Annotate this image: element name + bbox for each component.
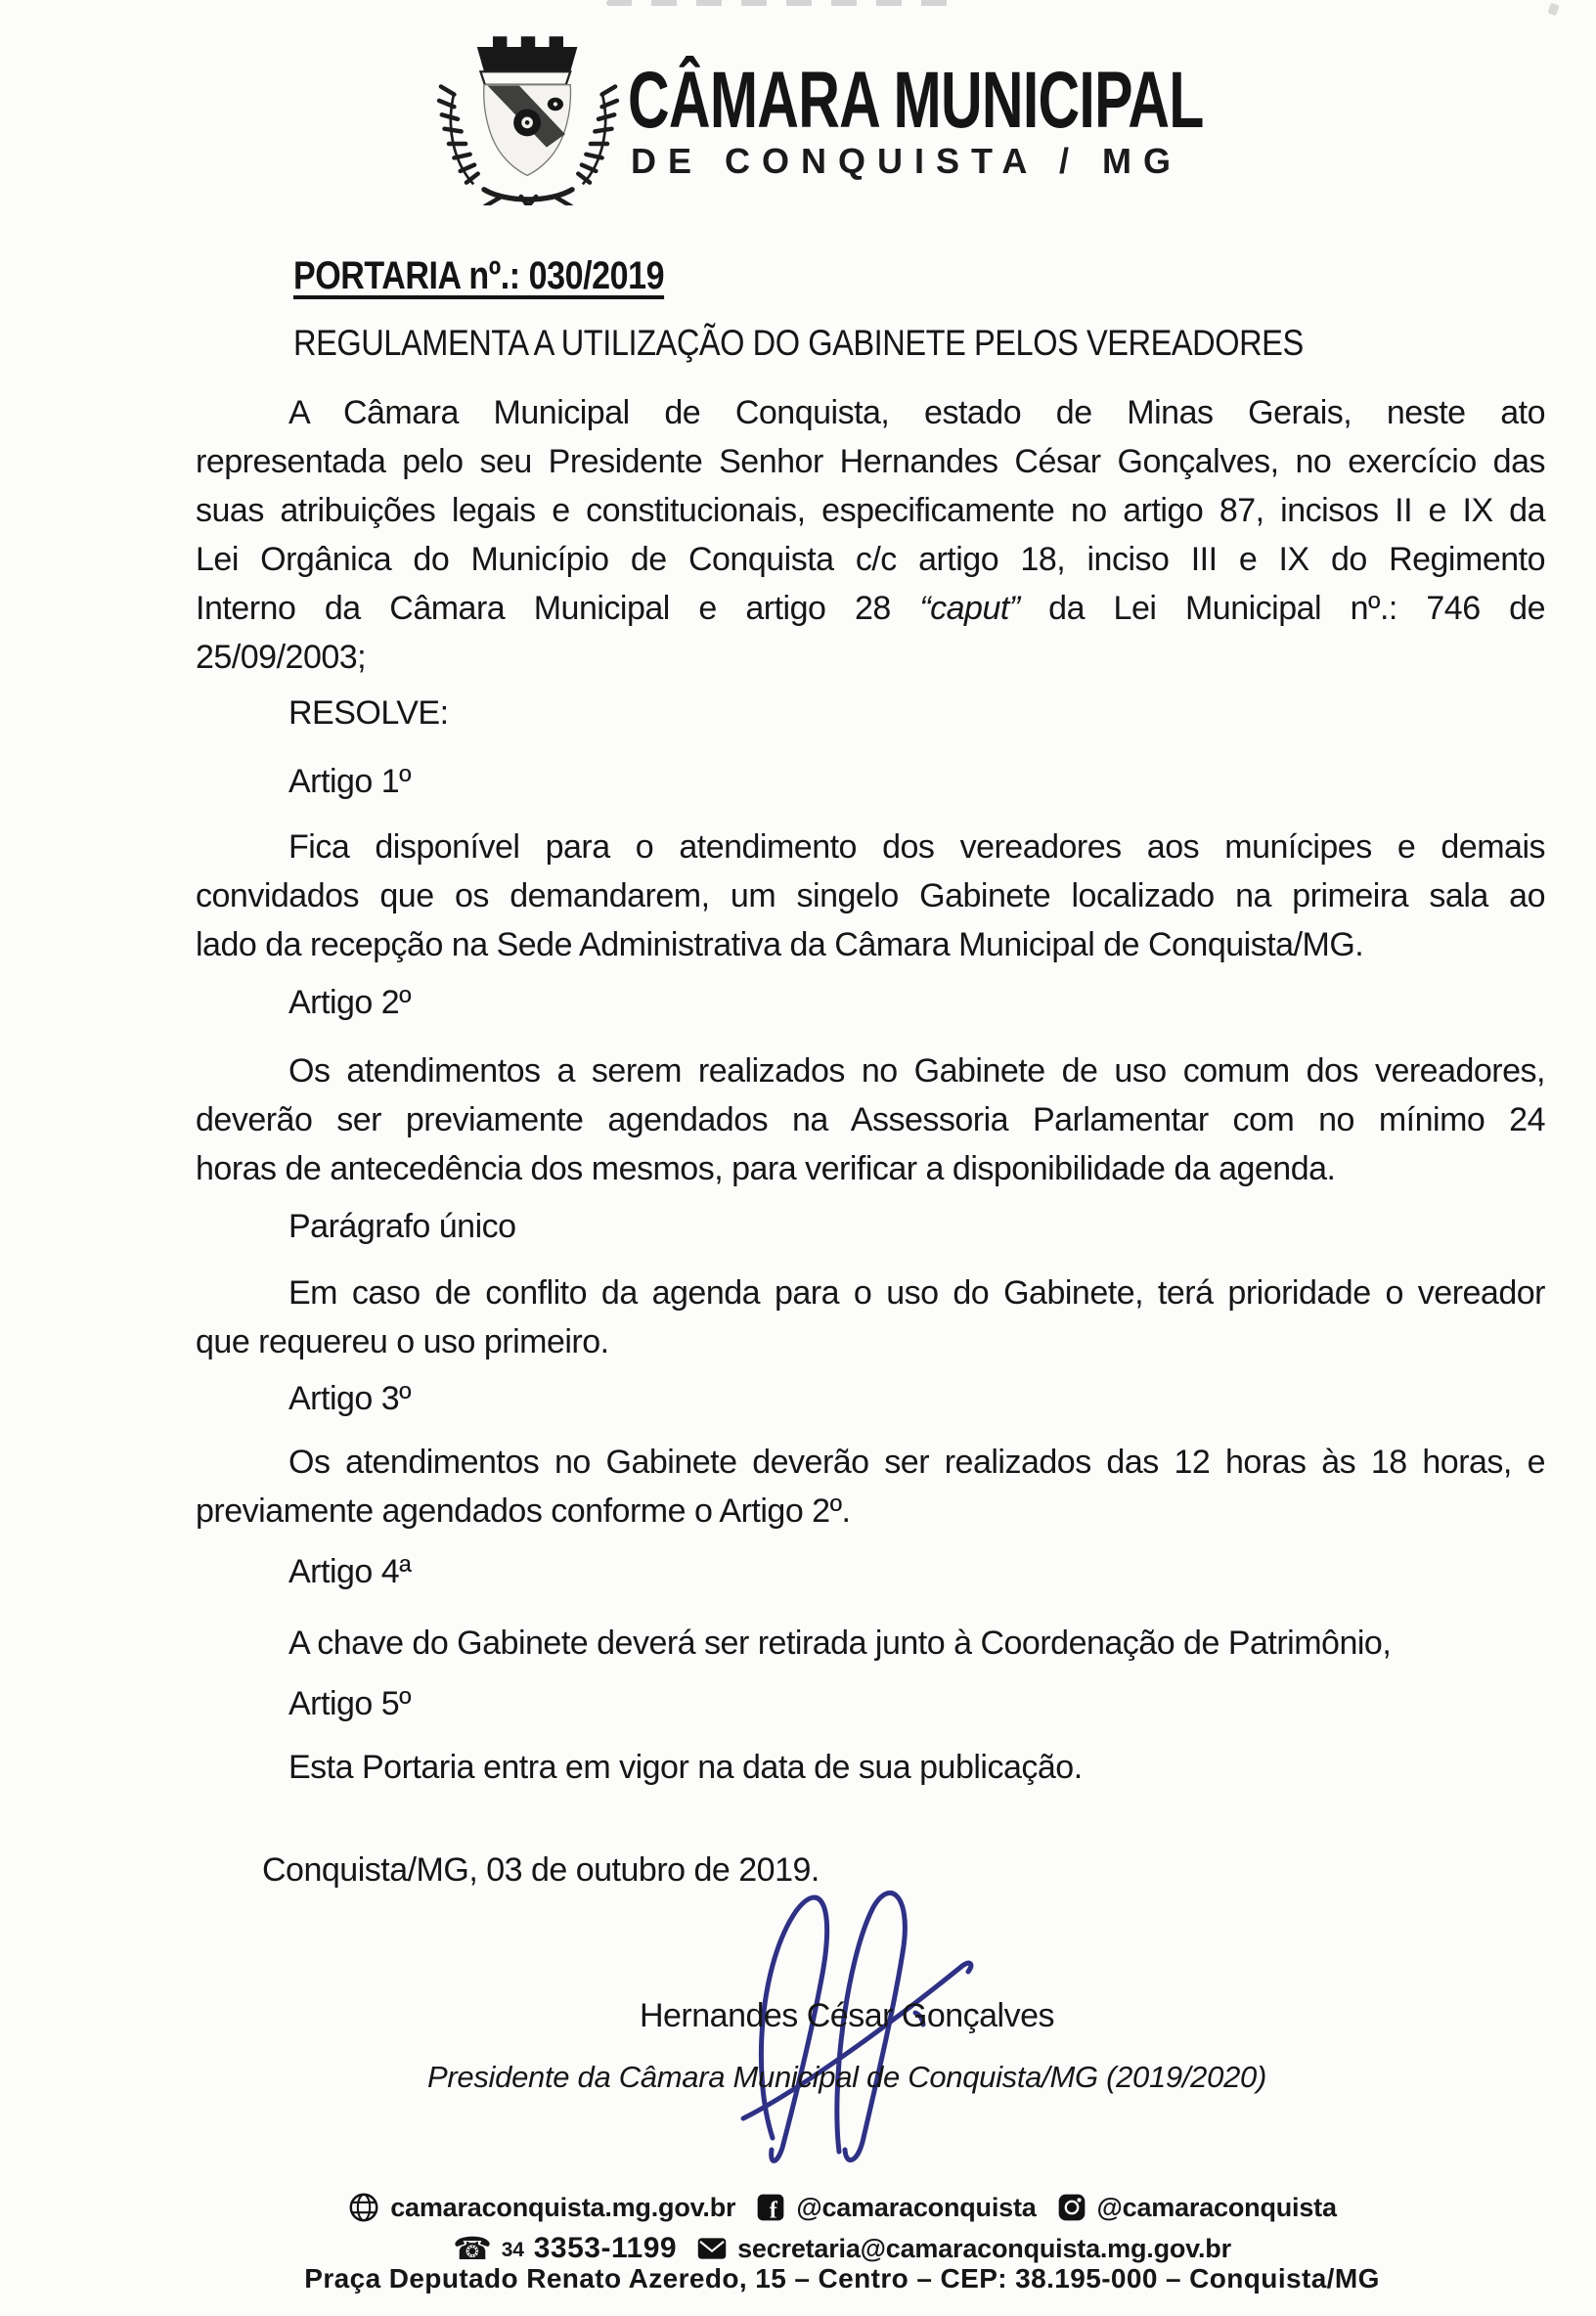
footer-address: Praça Deputado Renato Azeredo, 15 – Centro – CEP: 38.195-000 – Conquista/MG — [304, 2263, 1380, 2294]
website-text: camaraconquista.mg.gov.br — [390, 2192, 736, 2222]
preamble-line: suas atribuições legais e constitucionais, especificamente no artigo 87, incisos II e IX da — [196, 492, 1545, 529]
signer-role: Presidente da Câmara Municipal de Conquista/MG (2019/2020) — [427, 2060, 1266, 2094]
facebook-item — [755, 2192, 1036, 2223]
article-5-paragraph — [196, 1743, 1545, 1792]
article-2-heading: Artigo 2º — [288, 984, 412, 1021]
phone-number: 3353-1199 — [533, 2232, 678, 2264]
article-1-paragraph — [196, 823, 1545, 969]
dateline: Conquista/MG, 03 de outubro de 2019. — [262, 1851, 820, 1889]
facebook-icon — [755, 2192, 786, 2223]
facebook-handle: @camaraconquista — [796, 2192, 1037, 2222]
phone-area-code: 34 — [501, 2239, 524, 2261]
instagram-icon — [1056, 2192, 1087, 2223]
preamble-paragraph — [196, 388, 1545, 682]
preamble-line-part: da Lei Municipal nº.: 746 de — [1019, 590, 1545, 627]
article-5-heading: Artigo 5º — [288, 1685, 412, 1722]
globe-icon — [347, 2191, 380, 2224]
municipal-coat-of-arms-logo — [422, 29, 643, 205]
preamble-line-part: Interno da Câmara Municipal e artigo 28 — [196, 590, 920, 627]
email-item — [696, 2234, 1231, 2264]
footer-phone-email-row — [88, 2232, 1596, 2265]
article-2-line: horas de antecedência dos mesmos, para verificar a disponibilidade da agenda. — [196, 1150, 1336, 1187]
sole-paragraph-heading: Parágrafo único — [288, 1208, 516, 1245]
org-name: CÂMARA MUNICIPAL — [628, 56, 1204, 145]
scan-artifact — [1547, 3, 1559, 16]
caput-italic: “caput” — [919, 590, 1020, 627]
article-2-paragraph — [196, 1047, 1545, 1193]
preamble-line: 25/09/2003; — [196, 639, 367, 676]
preamble-line: A Câmara Municipal de Conquista, estado de Minas Gerais, neste ato — [288, 394, 1545, 431]
portaria-subject: REGULAMENTA A UTILIZAÇÃO DO GABINETE PELOS VEREADORES — [293, 323, 1304, 363]
article-4-heading: Artigo 4ª — [288, 1553, 412, 1590]
preamble-line — [196, 584, 1545, 633]
email-text: secretaria@camaraconquista.mg.gov.br — [737, 2233, 1231, 2263]
preamble-line: Lei Orgânica do Município de Conquista c/c artigo 18, inciso III e IX do Regimento — [196, 541, 1545, 578]
article-5-line: Esta Portaria entra em vigor na data de sua publicação. — [288, 1749, 1083, 1786]
article-1-heading: Artigo 1º — [288, 763, 412, 800]
email-icon — [696, 2236, 728, 2261]
preamble-line: representada pelo seu Presidente Senhor Hernandes César Gonçalves, no exercício das — [196, 443, 1545, 480]
phone-icon: ☎ — [453, 2230, 492, 2267]
org-location: DE CONQUISTA / MG — [631, 141, 1182, 181]
scan-artifact — [606, 0, 958, 6]
article-4-line: A chave do Gabinete deverá ser retirada junto à Coordenação de Patrimônio, — [288, 1625, 1392, 1662]
article-3-heading: Artigo 3º — [288, 1380, 412, 1417]
footer-contacts-row — [88, 2191, 1596, 2224]
instagram-item — [1056, 2192, 1337, 2223]
article-3-paragraph — [196, 1438, 1545, 1536]
sole-paragraph-line: que requereu o uso primeiro. — [196, 1323, 609, 1360]
article-2-line: deverão ser previamente agendados na Assessoria Parlamentar com no mínimo 24 — [196, 1101, 1545, 1138]
svg-text:f: f — [770, 2198, 777, 2223]
signer-name: Hernandes César Gonçalves — [639, 1997, 1055, 2034]
phone-item — [453, 2232, 677, 2265]
sole-paragraph — [196, 1269, 1545, 1366]
article-4-paragraph — [196, 1619, 1545, 1668]
article-1-line: convidados que os demandarem, um singelo Gabinete localizado na primeira sala ao — [196, 877, 1545, 914]
resolve-label: RESOLVE: — [288, 694, 449, 732]
portaria-title: PORTARIA nº.: 030/2019 — [293, 254, 665, 297]
article-1-line: lado da recepção na Sede Administrativa da Câmara Municipal de Conquista/MG. — [196, 926, 1364, 963]
article-3-line: Os atendimentos no Gabinete deverão ser realizados das 12 horas às 18 horas, e — [288, 1444, 1545, 1481]
website-item — [347, 2191, 735, 2224]
sole-paragraph-line: Em caso de conflito da agenda para o uso do Gabinete, terá prioridade o vereador — [288, 1274, 1545, 1312]
article-3-line: previamente agendados conforme o Artigo 2º. — [196, 1492, 851, 1530]
instagram-handle: @camaraconquista — [1096, 2192, 1337, 2222]
article-2-line: Os atendimentos a serem realizados no Gabinete de uso comum dos vereadores, — [288, 1052, 1545, 1090]
article-1-line: Fica disponível para o atendimento dos vereadores aos munícipes e demais — [288, 828, 1545, 866]
